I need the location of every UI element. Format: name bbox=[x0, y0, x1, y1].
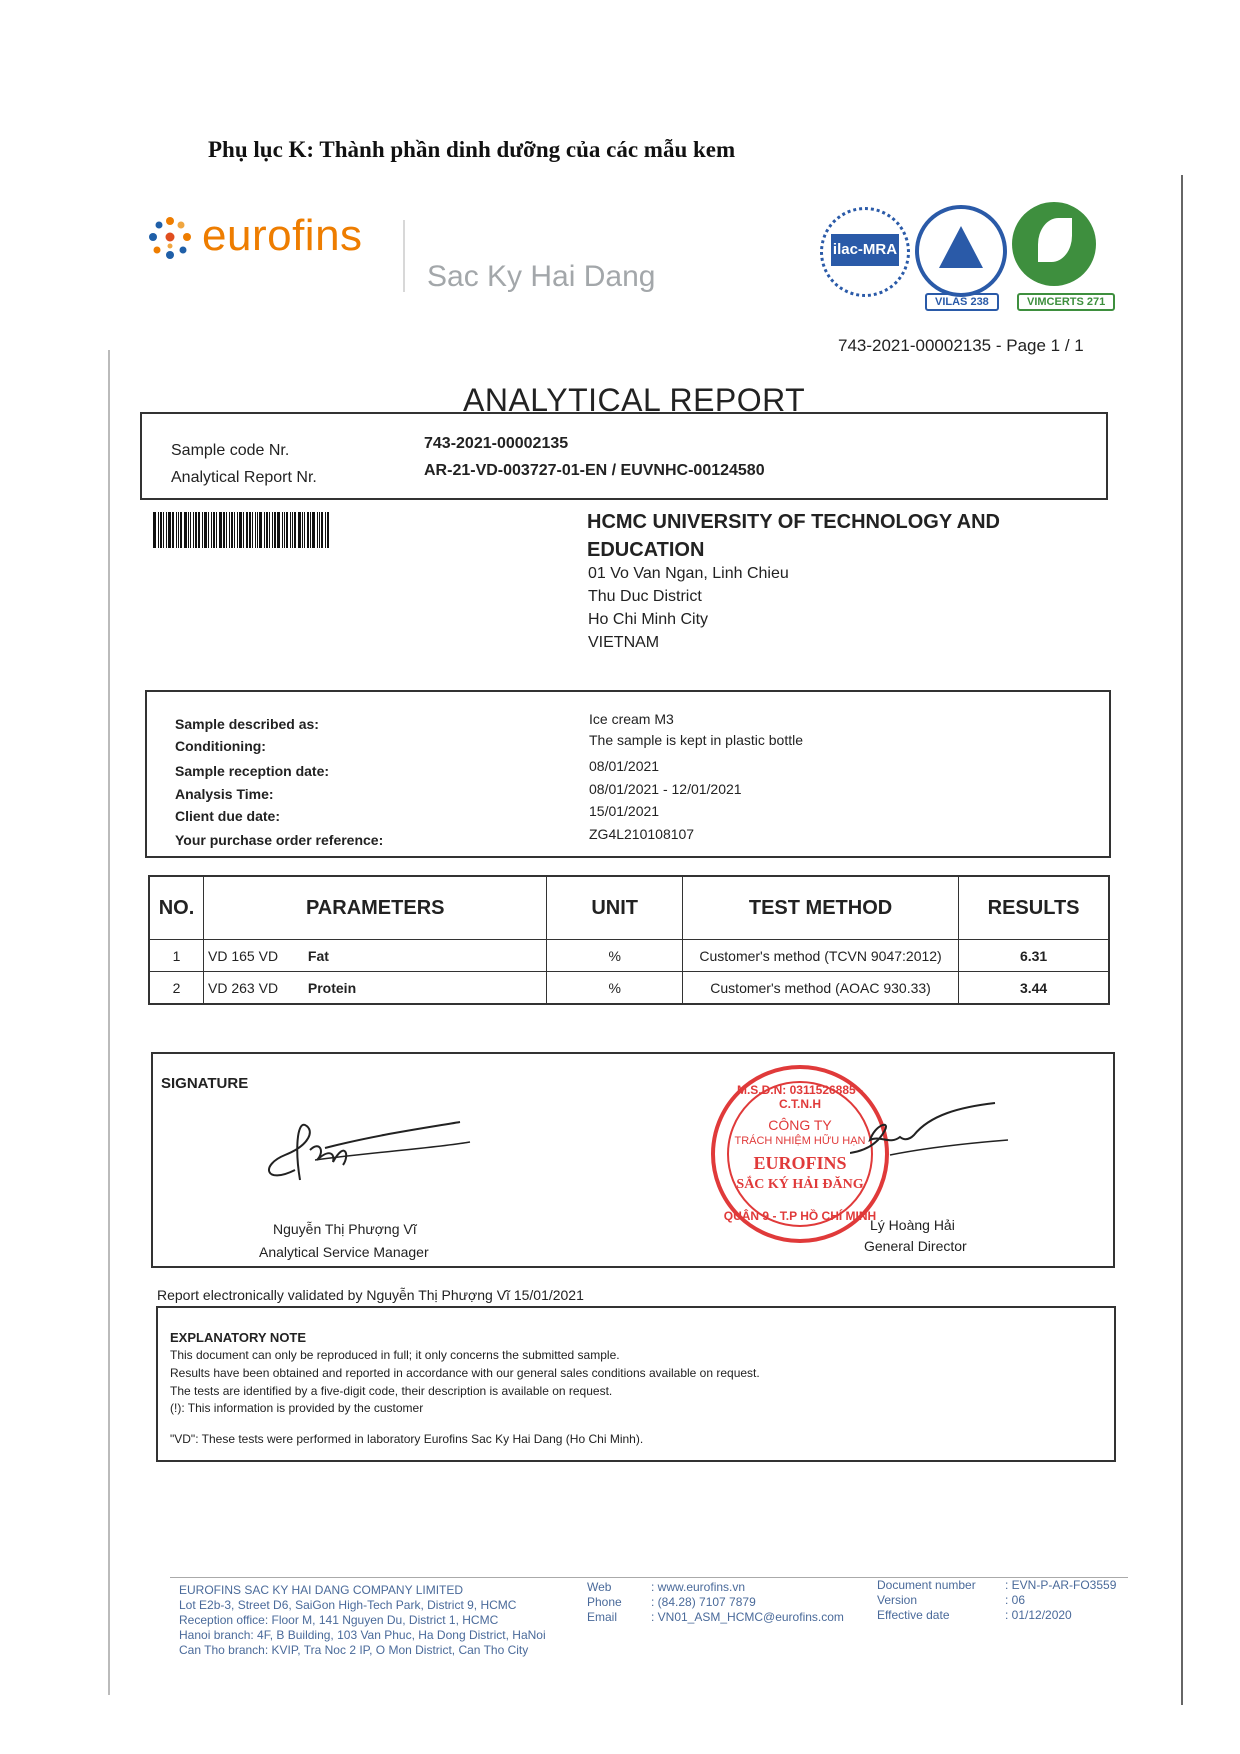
right-signer-role: General Director bbox=[864, 1238, 967, 1254]
row-result: 6.31 bbox=[959, 940, 1109, 972]
note-line: The tests are identified by a five-digit code, their description is available on request. bbox=[170, 1384, 613, 1398]
client-address-line: Thu Duc District bbox=[588, 588, 702, 605]
scan-edge-right bbox=[1181, 175, 1183, 1705]
sample-label: Conditioning: bbox=[175, 738, 266, 754]
stamp-line-2: TRÁCH NHIỆM HỮU HẠN bbox=[734, 1135, 866, 1147]
client-address-line: 01 Vo Van Ngan, Linh Chieu bbox=[588, 565, 789, 582]
ilac-mra-seal-icon bbox=[820, 207, 910, 297]
handwritten-signature-right bbox=[850, 1095, 1010, 1175]
page-reference: 743-2021-00002135 - Page 1 / 1 bbox=[838, 336, 1084, 355]
boa-accreditation-seal-icon bbox=[915, 205, 1007, 297]
report-nr-value: AR-21-VD-003727-01-EN / EUVNHC-00124580 bbox=[424, 462, 765, 479]
sample-value: The sample is kept in plastic bottle bbox=[589, 732, 803, 748]
footer-contact-value: : (84.28) 7107 7879 bbox=[651, 1595, 756, 1609]
footer-contact-value: : www.eurofins.vn bbox=[651, 1580, 746, 1594]
note-line: Results have been obtained and reported in accordance with our general sales conditions available on request. bbox=[170, 1366, 760, 1380]
client-address-line: Ho Chi Minh City bbox=[588, 611, 709, 628]
row-test-code: VD 165 VD bbox=[204, 940, 304, 972]
footer-contact-value: : VN01_ASM_HCMC@eurofins.com bbox=[651, 1610, 844, 1624]
header-method: TEST METHOD bbox=[682, 876, 958, 940]
sample-value: 08/01/2021 bbox=[589, 758, 660, 774]
right-signer-name: Lý Hoàng Hải bbox=[870, 1217, 955, 1233]
client-name: HCMC UNIVERSITY OF TECHNOLOGY AND EDUCATION bbox=[587, 511, 1000, 561]
footer-doc-label: Effective date bbox=[877, 1608, 950, 1622]
stamp-line-3: EUROFINS bbox=[753, 1153, 847, 1173]
vilas-caption: VILAS 238 bbox=[925, 293, 999, 311]
sample-code-label: Sample code Nr. bbox=[171, 442, 290, 459]
left-signer-role: Analytical Service Manager bbox=[259, 1244, 429, 1260]
sample-value: 08/01/2021 - 12/01/2021 bbox=[589, 781, 742, 797]
header-no: NO. bbox=[149, 876, 204, 940]
report-title: ANALYTICAL REPORT bbox=[463, 382, 806, 418]
row-parameter: Fat bbox=[304, 940, 547, 972]
logo-divider bbox=[403, 220, 405, 292]
header-parameters: PARAMETERS bbox=[204, 876, 547, 940]
sample-value: 15/01/2021 bbox=[589, 803, 660, 819]
row-method: Customer's method (AOAC 930.33) bbox=[682, 972, 958, 1005]
sample-label: Sample described as: bbox=[175, 716, 319, 732]
client-address-line: VIETNAM bbox=[588, 634, 660, 651]
footer-company-line: Hanoi branch: 4F, B Building, 103 Van Phuc, Ha Dong District, HaNoi bbox=[179, 1628, 546, 1642]
row-method: Customer's method (TCVN 9047:2012) bbox=[682, 940, 958, 972]
sample-label: Analysis Time: bbox=[175, 786, 274, 802]
sample-code-value: 743-2021-00002135 bbox=[424, 435, 569, 452]
sample-label: Your purchase order reference: bbox=[175, 832, 384, 848]
note-line: "VD": These tests were performed in laboratory Eurofins Sac Ky Hai Dang (Ho Chi Minh). bbox=[170, 1432, 644, 1446]
footer-contact-label: Email bbox=[587, 1610, 618, 1624]
footer-company-line: Reception office: Floor M, 141 Nguyen Du, District 1, HCMC bbox=[179, 1613, 499, 1627]
sample-label: Sample reception date: bbox=[175, 763, 330, 779]
note-line: This document can only be reproduced in full; it only concerns the submitted sample. bbox=[170, 1348, 620, 1362]
page-caption: Phụ lục K: Thành phần dinh dưỡng của các mẫu kem bbox=[208, 137, 736, 162]
report-nr-label: Analytical Report Nr. bbox=[171, 469, 317, 486]
results-table bbox=[148, 875, 1110, 1005]
footer-company-line: EUROFINS SAC KY HAI DANG COMPANY LIMITED bbox=[179, 1583, 464, 1597]
seal-1-text: ilac-MRA bbox=[831, 234, 899, 266]
footer-rule bbox=[170, 1577, 1128, 1578]
vimcerts-caption: VIMCERTS 271 bbox=[1017, 293, 1115, 311]
row-no: 2 bbox=[149, 972, 204, 1005]
logo-brand: eurofins bbox=[202, 211, 363, 260]
sample-value: ZG4L210108107 bbox=[589, 826, 695, 842]
barcode bbox=[153, 512, 391, 548]
footer-doc-value: : EVN-P-AR-FO3559 bbox=[1005, 1578, 1117, 1592]
stamp-code: M.S.D.N: 0311526885 - C.T.N.H bbox=[736, 1083, 864, 1111]
table-row bbox=[149, 940, 1109, 972]
scan-edge-left bbox=[108, 350, 110, 1695]
header-results: RESULTS bbox=[959, 876, 1109, 940]
footer-doc-value: : 06 bbox=[1005, 1593, 1026, 1607]
handwritten-signature-left bbox=[255, 1110, 475, 1190]
signature-title: SIGNATURE bbox=[161, 1075, 249, 1092]
footer-doc-value: : 01/12/2020 bbox=[1005, 1608, 1072, 1622]
left-signer-name: Nguyễn Thị Phượng Vĩ bbox=[273, 1221, 417, 1237]
sample-label: Client due date: bbox=[175, 808, 281, 824]
note-line: (!): This information is provided by the customer bbox=[170, 1401, 424, 1415]
row-parameter: Protein bbox=[304, 972, 547, 1005]
row-test-code: VD 263 VD bbox=[204, 972, 304, 1005]
header-unit: UNIT bbox=[547, 876, 683, 940]
sample-value: Ice cream M3 bbox=[589, 711, 674, 727]
row-unit: % bbox=[547, 940, 683, 972]
logo-sub-brand: Sac Ky Hai Dang bbox=[427, 260, 656, 293]
row-result: 3.44 bbox=[959, 972, 1109, 1005]
footer-doc-label: Document number bbox=[877, 1578, 976, 1592]
table-row bbox=[149, 972, 1109, 1005]
stamp-line-1: CÔNG TY bbox=[768, 1117, 832, 1133]
footer-company-line: Can Tho branch: KVIP, Tra Noc 2 IP, O Mon District, Can Tho City bbox=[179, 1643, 529, 1657]
stamp-line-5: QUẬN 9 - T.P HỒ CHÍ MINH bbox=[723, 1209, 877, 1223]
footer-contact-label: Web bbox=[587, 1580, 612, 1594]
validation-statement: Report electronically validated by Nguyễn Thị Phượng Vĩ 15/01/2021 bbox=[157, 1287, 584, 1303]
environment-seal-icon bbox=[1012, 202, 1096, 286]
note-title: EXPLANATORY NOTE bbox=[170, 1330, 307, 1345]
row-unit: % bbox=[547, 972, 683, 1005]
results-header-row bbox=[149, 876, 1109, 940]
footer-contact-label: Phone bbox=[587, 1595, 622, 1609]
footer-doc-label: Version bbox=[877, 1593, 918, 1607]
eurofins-logo-icon bbox=[145, 215, 195, 265]
stamp-line-4: SẮC KÝ HẢI ĐĂNG bbox=[736, 1177, 864, 1192]
row-no: 1 bbox=[149, 940, 204, 972]
footer-company-line: Lot E2b-3, Street D6, SaiGon High-Tech Park, District 9, HCMC bbox=[179, 1598, 517, 1612]
